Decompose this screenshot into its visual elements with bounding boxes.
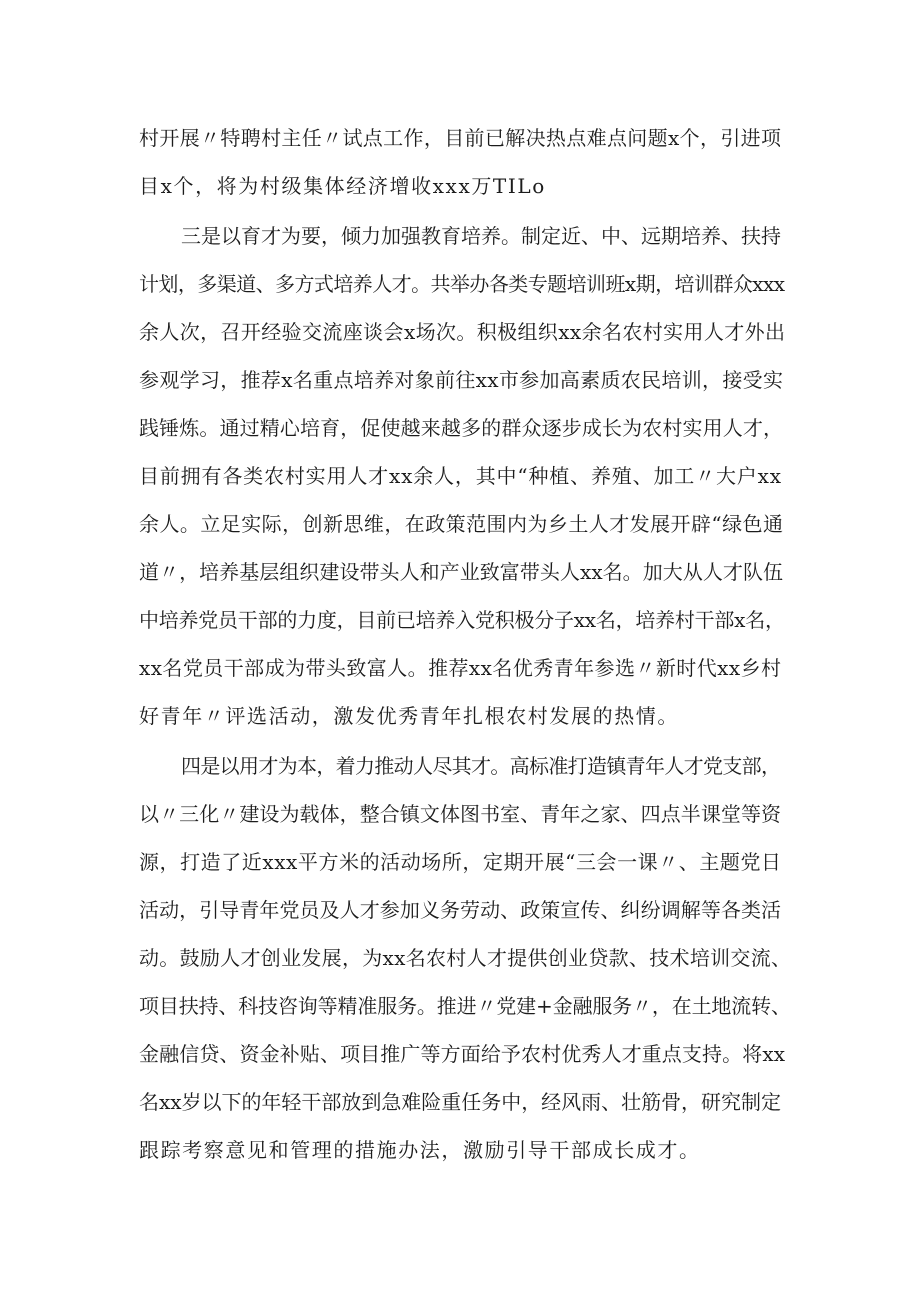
text-line: 源，打造了近xxx平方米的活动场所，定期开展“三会一课〃、主题党日: [139, 850, 782, 874]
text-line: 活动，引导青年党员及人才参加义务劳动、政策宣传、纠纷调解等各类活: [139, 898, 782, 922]
text-line: 计划，多渠道、多方式培养人才。共举办各类专题培训班x期，培训群众xxx: [139, 272, 785, 296]
text-line: xx名党员干部成为带头致富人。推荐xx名优秀青年参选〃新时代xx乡村: [139, 656, 782, 680]
text-line: 践锤炼。通过精心培育，促使越来越多的群众逐步成长为农村实用人才，: [139, 416, 784, 440]
text-line: 好青年〃评选活动，激发优秀青年扎根农村发展的热情。: [139, 704, 679, 728]
text-line: 中培养党员干部的力度，目前已培养入党积极分子xx名，培养村干部x名，: [139, 608, 785, 632]
text-line: 以〃三化〃建设为载体，整合镇文体图书室、青年之家、四点半课堂等资: [139, 802, 782, 826]
text-line: 村开展〃特聘村主任〃试点工作，目前已解决热点难点问题x个，引进项: [139, 126, 782, 150]
text-line: 四是以用才为本，着力推动人尽其才。高标准打造镇青年人才党支部，: [181, 754, 781, 778]
text-line: 名xx岁以下的年轻干部放到急难险重任务中，经风雨、壮筋骨，研究制定: [139, 1090, 781, 1114]
text-line: 动。鼓励人才创业发展，为xx名农村人才提供创业贷款、技术培训交流、: [139, 946, 792, 970]
text-line: 余人次，召开经验交流座谈会x场次。积极组织xx余名农村实用人才外出: [139, 320, 786, 344]
text-line: 余人。立足实际，创新思维，在政策范围内为乡土人才发展开辟“绿色通: [139, 512, 784, 536]
text-line: 跟踪考察意见和管理的措施办法，激励引导干部成长成才。: [139, 1138, 701, 1162]
text-line: 参观学习，推荐x名重点培养对象前往xx市参加高素质农民培训，接受实: [139, 368, 784, 392]
text-line: 金融信贷、资金补贴、项目推广等方面给予农村优秀人才重点支持。将xx: [139, 1042, 786, 1066]
text-line: 项目扶持、科技咨询等精准服务。推进〃党建+金融服务〃，在土地流转、: [139, 994, 791, 1018]
text-line: 目x个，将为村级集体经济增收xxx万TILo: [139, 174, 546, 198]
text-line: 目前拥有各类农村实用人才xx余人，其中“种植、养殖、加工〃大户xx: [139, 464, 782, 488]
text-line: 三是以育才为要，倾力加强教育培养。制定近、中、远期培养、扶持: [181, 224, 781, 248]
text-line: 道〃，培养基层组织建设带头人和产业致富带头人xx名。加大从人才队伍: [139, 560, 784, 584]
